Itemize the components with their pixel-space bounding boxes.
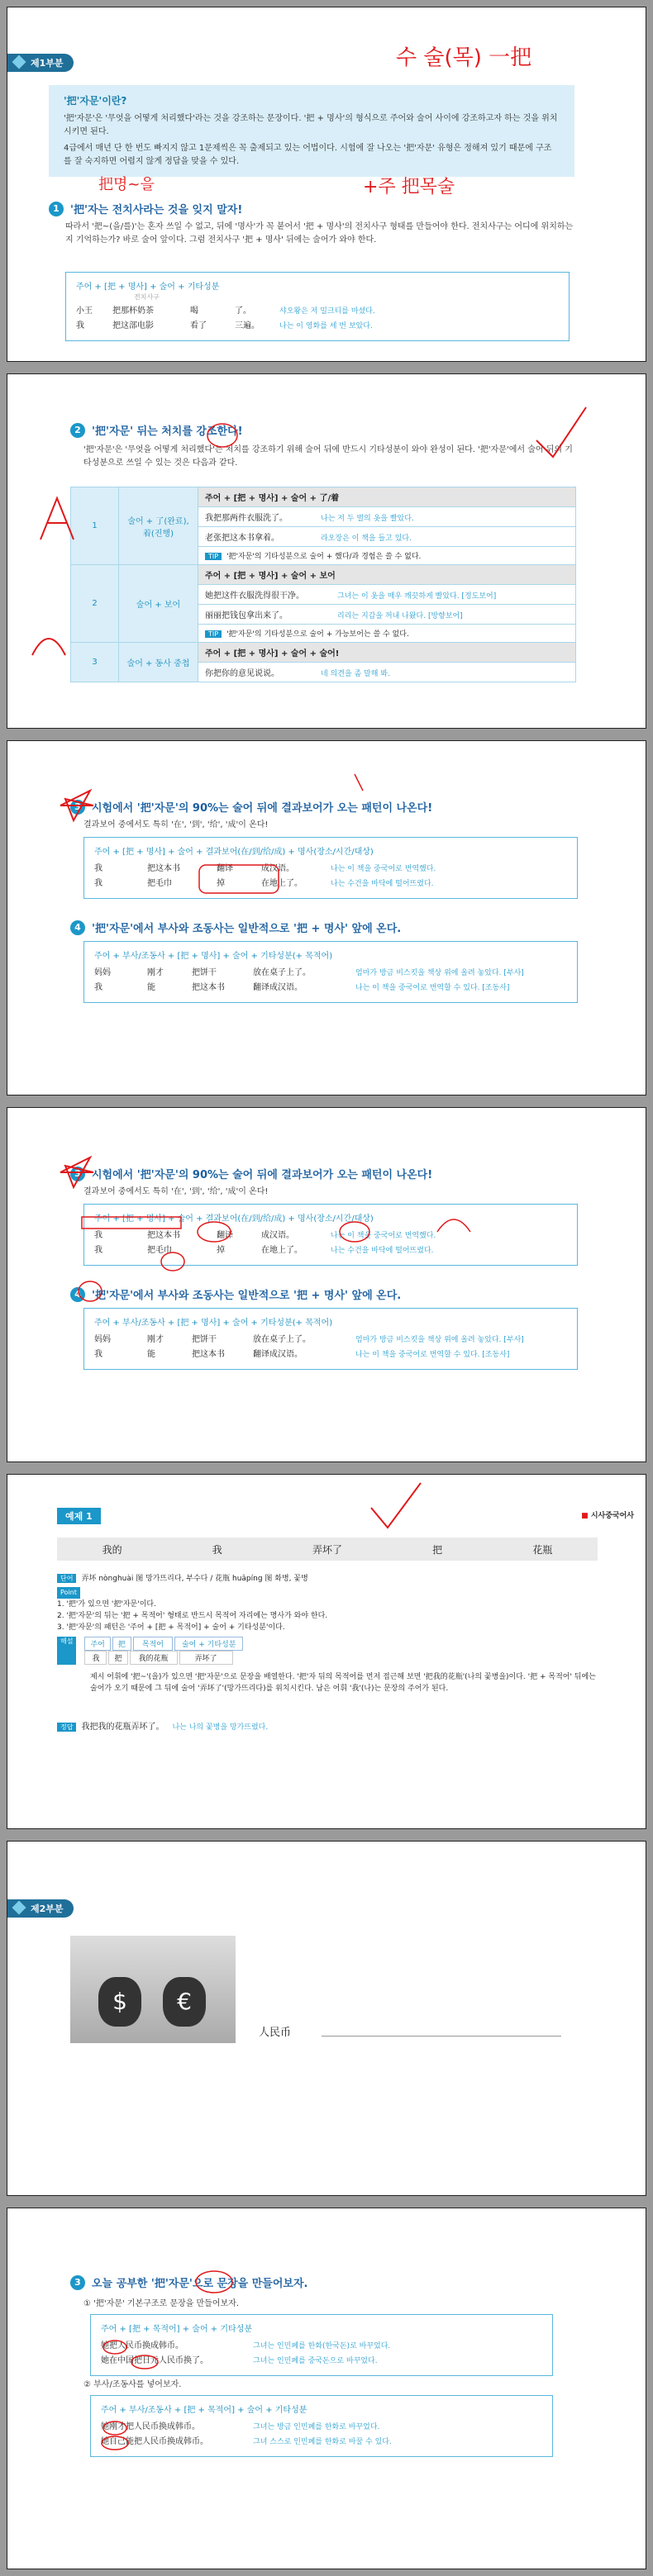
para-3-copy: 결과보어 중에서도 특히 '在', '到', '给', '成'이 온다! bbox=[83, 1187, 269, 1196]
part-tag: 제1부분 bbox=[7, 54, 74, 72]
word-chip[interactable]: 我 bbox=[212, 1543, 222, 1556]
sub-2: ② 부사/조동사를 넣어보자. bbox=[83, 2380, 182, 2389]
example-row: 我 把这部电影 看了 三遍。 나는 이 영화를 세 번 보았다. bbox=[76, 321, 373, 330]
page-1 bbox=[7, 7, 646, 362]
solution-text: 제시 어휘에 '把~'(을)가 있으면 '把'자문'으로 문장을 배열한다. '把'자 뒤의 목적어를 먼저 접근해 보면 '把我的花瓶'(나의 꽃병을)이다. '把 + 목적어' 뒤에는 술어가 오기 때문에 그 뒤에 술어 '弄坏了'(망가뜨리다)를 위치시킨다. 남은 어휘 '我'(나)는 문장의 주어가 된다. bbox=[90, 1673, 596, 1693]
answer-line[interactable] bbox=[322, 2028, 561, 2037]
money-photo: $ € bbox=[70, 1936, 236, 2043]
handwriting-marks bbox=[7, 741, 646, 1096]
pattern-box-3: 주어 + [把 + 명사] + 술어 + 결과보어(在/到/给/成) + 명사(장소/시간/대상) 我 把这本书 翻译 成汉语。 나는 이 책을 중국어로 번역했다. 我 把毛巾 掉 在地上了。 나는 수건을 바닥에 떨어뜨렸다. bbox=[83, 837, 578, 899]
word-chip[interactable]: 把 bbox=[432, 1543, 443, 1556]
handwriting-marks bbox=[7, 1108, 646, 1462]
handwriting-marks bbox=[7, 1475, 646, 1829]
pattern-box-4: 주어 + 부사/조동사 + [把 + 명사] + 술어 + 기타성분(+ 목적어) 妈妈 刚才 把饼干 放在桌子上了。 엄마가 방금 비스킷을 책상 위에 올려 놓았다. [부사] 我 能 把这本书 翻译成汉语。 나는 이 책을 중국어로 번역할 수 있다. [조동사] bbox=[83, 941, 578, 1003]
pattern-sub: 전치사구 bbox=[134, 293, 160, 301]
pattern-box-7a: 주어 + [把 + 목적어] + 술어 + 기타성분 她把人民币换成韩币。 그녀는 인민폐를 한화(한국돈)로 바꾸었다. 她在中国把日元人民币换了。 그녀는 인민폐를 중국돈으로 바꾸었다. bbox=[90, 2314, 553, 2376]
word-chip[interactable]: 花瓶 bbox=[532, 1543, 553, 1556]
box-p2: 4급에서 매년 단 한 번도 빠지지 않고 1문제씩은 꼭 출제되고 있는 어법이다. 시험에 잘 나오는 '把'자문' 유형은 정해져 있기 때문에 구조를 잘 숙지하면 어렵지 않게 정답을 맞을 수 있다. bbox=[64, 144, 552, 166]
box-title: '把'자문'이란? bbox=[64, 95, 127, 107]
section-heading-3: 3 시험에서 '把'자문'의 90%는 술어 뒤에 결과보어가 오는 패턴이 나온다! bbox=[70, 799, 432, 815]
section-heading-2: 2 '把'자문' 뒤는 처치를 강조한다! bbox=[70, 422, 243, 438]
example-row: 我 能 把这本书 翻译成汉语。 나는 이 책을 중국어로 번역할 수 있다. [조동사] bbox=[94, 983, 510, 992]
section-heading-4-copy: 4 '把'자문'에서 부사와 조동사는 일반적으로 '把 + 명사' 앞에 온다. bbox=[70, 1286, 401, 1302]
example-row: 小王 把那杯奶茶 喝 了。 샤오왕은 저 밀크티를 마셨다. bbox=[76, 307, 375, 316]
handwriting-marks bbox=[7, 374, 646, 729]
vocab-line: 단어 弄坏 nònghuài 图 망가뜨리다, 부수다 / 花瓶 huāpíng 图 화병, 꽃병 bbox=[57, 1572, 308, 1583]
handwriting-marks bbox=[7, 2208, 646, 2569]
pattern-box-1 bbox=[65, 272, 570, 341]
para-3: 결과보어 중에서도 특히 '在', '到', '给', '成'이 온다! bbox=[83, 820, 269, 829]
page-7 bbox=[7, 2208, 646, 2569]
box-p1: '把'자문'은 '무엇을 어떻게 처리했다'라는 것을 강조하는 문장이다. '把 + 명사'의 형식으로 주어와 술어 사이에 강조하고자 하는 것을 위치시키면 된다. bbox=[64, 114, 558, 136]
page-5 bbox=[7, 1474, 646, 1829]
section-heading-7: 3 오늘 공부한 '把'자문'으로 문장을 만들어보자. bbox=[70, 2274, 307, 2290]
pattern-text: 주어 + [把 + 명사] + 술어 + 기타성분 bbox=[76, 283, 220, 292]
structure-table: 1 술어 + 了(완료), 着(진행) 주어 + [把 + 명사] + 술어 + 了/着 我把那两件衣服洗了。 나는 저 두 벌의 옷을 빨았다. 老张把这本书拿着。 라오장은 이 책을 들고 있다. TIP '把'자문'의 기타성분으로 술어 + 했다/과 경험은 쓸 수 없다. 2 술어 + 보어 주어 + [把 + 명사] + 술어 + 보어 她把这件衣服洗得很干净。 그녀는 이 옷을 매우 깨끗하게 빨았다. [정도보어] 丽丽把钱包拿出来了。 리리는 지갑을 꺼내 나왔다. [방향보어] TIP '把'자문'의 기타성분으로 술어 + 가능보어는 쓸 수 없다. 3 술어 + 동사 중첩 주어 + [把 + 명사] + 술어 + 술어! 你把你的意见说说。 네 의견을 좀 말해 봐. bbox=[70, 487, 576, 682]
handwriting-note: +주 把목술 bbox=[363, 177, 455, 197]
answer-line: 정답 我把我的花瓶弄坏了。 나는 나의 꽃병을 망가뜨렸다. bbox=[57, 1719, 268, 1732]
example-row: 妈妈 刚才 把饼干 放在桌子上了。 엄마가 방금 비스킷을 책상 위에 올려 놓았다. [부사] bbox=[94, 968, 524, 977]
example-row: 我 把毛巾 掉 在地上了。 나는 수건을 바닥에 떨어뜨렸다. bbox=[94, 879, 434, 888]
section-heading-1: 1 '把'자는 전치사라는 것을 잊지 말자! bbox=[49, 201, 242, 216]
section-heading-4: 4 '把'자문'에서 부사와 조동사는 일반적으로 '把 + 명사' 앞에 온다. bbox=[70, 920, 401, 935]
example-badge: 예제 1 bbox=[57, 1508, 101, 1524]
part-tag-2: 제2부분 bbox=[7, 1899, 74, 1918]
page-3 bbox=[7, 740, 646, 1096]
pattern-box-4-copy: 주어 + 부사/조동사 + [把 + 명사] + 술어 + 기타성분(+ 목적어) 妈妈 刚才 把饼干 放在桌子上了。 엄마가 방금 비스킷을 책상 위에 올려 놓았다. [부사] 我 能 把这本书 翻译成汉语。 나는 이 책을 중국어로 번역할 수 있다. [조동사] bbox=[83, 1308, 578, 1370]
para-1: 따라서 '把~(을/를)'는 혼자 쓰일 수 없고, 뒤에 '명사'가 꼭 붙어서 '把 + 명사'의 전치사구 형태를 만들어야 한다. 전치사구는 어디에 위치하는지 기억하는가? 바로 술어 앞이다. 그럼 전치사구 '把 + 명사' 뒤에는 술어가 와야 한다. bbox=[65, 222, 574, 245]
info-box bbox=[49, 85, 574, 177]
word-chip[interactable]: 弄坏了 bbox=[312, 1543, 342, 1556]
pattern-box-3-copy: 주어 + [把 + 명사] + 술어 + 결과보어(在/到/给/成) + 명사(장소/시간/대상) 我 把这本书 翻译 成汉语。 나는 이 책을 중국어로 번역했다. 我 把毛巾 掉 在地上了。 나는 수건을 바닥에 떨어뜨렸다. bbox=[83, 1204, 578, 1266]
handwriting-note: 把명~을 bbox=[98, 176, 155, 193]
handwriting-note: 수 술(목) 一把 bbox=[396, 45, 532, 70]
word-chip[interactable]: 我的 bbox=[102, 1543, 122, 1556]
page-6 bbox=[7, 1841, 646, 2196]
page-4 bbox=[7, 1107, 646, 1462]
para-2: '把'자문'은 '무엇을 어떻게 처리했다'는 처치를 강조하기 위해 술어 뒤에 반드시 기타성분이 와야 완성이 된다. '把'자문'에서 술어 뒤의 기타성분으로 쓰일 수 있는 것은 다음과 같다. bbox=[83, 445, 573, 468]
brand-logo: ■ 시사중국어사 bbox=[581, 1512, 634, 1520]
pattern-box-7b: 주어 + 부사/조동사 + [把 + 목적어] + 술어 + 기타성분 她刚才把人民币换成韩币。 그녀는 방금 인민폐를 한화로 바꾸었다. 她自己能把人民币换成韩币。 그녀 스스로 인민폐를 한화로 바꿀 수 있다. bbox=[90, 2395, 553, 2457]
prompt-word: 人民币 bbox=[259, 2027, 292, 2039]
example-row: 我 把这本书 翻译 成汉语。 나는 이 책을 중국어로 번역했다. bbox=[94, 864, 436, 873]
section-heading-3-copy: 3 시험에서 '把'자문'의 90%는 술어 뒤에 결과보어가 오는 패턴이 나온다! bbox=[70, 1166, 432, 1181]
solution-table: 해설 주어 把 목적어 술어 + 기타성분 我 把 我的花瓶 弄坏了 bbox=[57, 1637, 243, 1665]
sub-1: ① '把'자문' 기본구조로 문장을 만들어보자. bbox=[83, 2299, 240, 2308]
points: Point 1. '把'가 있으면 '把'자문'이다. 2. '把'자문'의 뒤는 '把 + 목적어' 형태로 반드시 목적어 자리에는 명사가 와야 한다. 3. '把'자문'의 패턴은 '주어 + [把 + 목적어] + 술어 + 기타성분'이다. bbox=[57, 1589, 328, 1632]
page-2 bbox=[7, 373, 646, 729]
num-badge: 1 bbox=[49, 202, 64, 216]
